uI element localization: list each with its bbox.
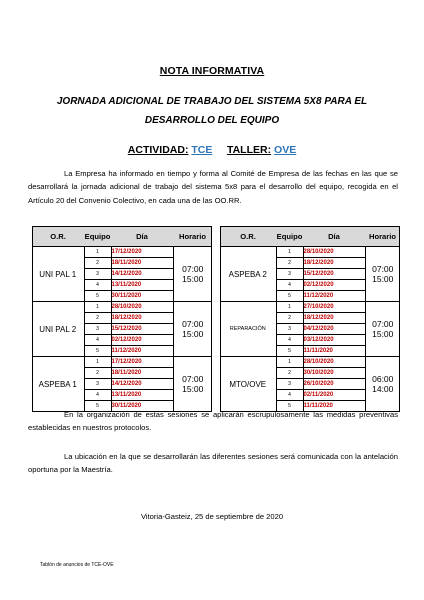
dia-cell: 04/12/2020 bbox=[303, 324, 365, 335]
equipo-cell: 5 bbox=[276, 291, 303, 302]
equipo-cell: 1 bbox=[84, 247, 111, 258]
horario-time: 15:00 bbox=[372, 274, 394, 284]
dia-cell: 11/11/2020 bbox=[303, 346, 365, 357]
header-equipo: Equipo bbox=[84, 227, 111, 247]
dia-cell: 11/11/2020 bbox=[303, 401, 365, 412]
dia-cell: 14/12/2020 bbox=[111, 269, 173, 280]
dia-cell: 13/11/2020 bbox=[111, 390, 173, 401]
page-title: NOTA INFORMATIVA bbox=[159, 65, 265, 77]
dia-cell: 11/12/2020 bbox=[111, 346, 173, 357]
equipo-cell: 3 bbox=[276, 379, 303, 390]
header-or: O.R. bbox=[220, 227, 276, 247]
footer-note: Tablón de anuncios de TCE-OVE bbox=[40, 562, 114, 568]
dia-cell: 26/10/2020 bbox=[303, 379, 365, 390]
table-outline bbox=[32, 226, 212, 412]
horario-time: 15:00 bbox=[182, 329, 204, 339]
header-dia: Día bbox=[303, 227, 365, 247]
dia-cell: 28/10/2020 bbox=[111, 302, 173, 313]
equipo-cell: 3 bbox=[276, 324, 303, 335]
activity-line bbox=[0, 144, 424, 156]
subtitle-line-1: JORNADA ADICIONAL DE TRABAJO DEL SISTEMA 5X8 PARA EL bbox=[56, 96, 368, 107]
actividad-label: ACTIVIDAD: bbox=[127, 144, 189, 156]
dia-cell: 15/12/2020 bbox=[111, 324, 173, 335]
equipo-cell: 1 bbox=[276, 357, 303, 368]
horario-time: 15:00 bbox=[182, 274, 204, 284]
date-line: Vitoria-Gasteiz, 25 de septiembre de 2020 bbox=[140, 512, 284, 521]
dia-cell: 13/11/2020 bbox=[111, 280, 173, 291]
equipo-cell: 1 bbox=[276, 247, 303, 258]
dia-cell: 02/12/2020 bbox=[303, 280, 365, 291]
dia-cell: 02/11/2020 bbox=[303, 390, 365, 401]
intro-paragraph: La Empresa ha informado en tiempo y forma al Comité de Empresa de las fechas en las que se desarrollará la jornada adicional de trabajo del sistema 5x8 para el desarrollo del equipo, recogida en el Artículo 20 del Convenio Colectivo, en cada una de las OO.RR. bbox=[28, 169, 398, 205]
horario-time: 14:00 bbox=[372, 384, 394, 394]
equipo-cell: 2 bbox=[276, 313, 303, 324]
dia-cell: 28/10/2020 bbox=[303, 357, 365, 368]
location-paragraph: La ubicación en la que se desarrollarán las diferentes sesiones será comunicada con la antelación oportuna por la Maestría. bbox=[28, 452, 398, 475]
dia-cell: 17/12/2020 bbox=[111, 357, 173, 368]
horario-time: 15:00 bbox=[182, 384, 204, 394]
equipo-cell: 1 bbox=[276, 302, 303, 313]
equipo-cell: 3 bbox=[276, 269, 303, 280]
dia-cell: 18/11/2020 bbox=[111, 258, 173, 269]
equipo-cell: 4 bbox=[276, 335, 303, 346]
dia-cell: 11/12/2020 bbox=[303, 291, 365, 302]
or-cell: REPARACIÓN bbox=[220, 302, 276, 357]
taller-label: TALLER: bbox=[226, 144, 272, 156]
equipo-cell: 4 bbox=[84, 335, 111, 346]
taller-value: OVE bbox=[274, 144, 297, 156]
header-horario: Horario bbox=[365, 227, 400, 247]
equipo-cell: 2 bbox=[84, 258, 111, 269]
equipo-cell: 4 bbox=[276, 390, 303, 401]
or-cell: UNI PAL 2 bbox=[32, 302, 84, 357]
dia-cell: 18/12/2020 bbox=[303, 313, 365, 324]
equipo-cell: 2 bbox=[276, 368, 303, 379]
dia-cell: 27/10/2020 bbox=[303, 302, 365, 313]
dia-cell: 30/11/2020 bbox=[111, 401, 173, 412]
equipo-cell: 2 bbox=[276, 258, 303, 269]
table-outline bbox=[220, 226, 400, 412]
dia-cell: 15/12/2020 bbox=[303, 269, 365, 280]
dia-cell: 02/12/2020 bbox=[111, 335, 173, 346]
horario-time: 07:00 bbox=[372, 319, 394, 329]
horario-time: 06:00 bbox=[372, 374, 394, 384]
equipo-cell: 3 bbox=[84, 324, 111, 335]
dia-cell: 03/12/2020 bbox=[303, 335, 365, 346]
equipo-cell: 5 bbox=[276, 401, 303, 412]
equipo-cell: 5 bbox=[84, 401, 111, 412]
header-dia: Día bbox=[111, 227, 173, 247]
dia-cell: 14/12/2020 bbox=[111, 379, 173, 390]
actividad-value: TCE bbox=[191, 144, 213, 156]
horario-time: 07:00 bbox=[182, 319, 204, 329]
header-horario: Horario bbox=[173, 227, 212, 247]
dia-cell: 18/11/2020 bbox=[111, 368, 173, 379]
equipo-cell: 5 bbox=[276, 346, 303, 357]
equipo-cell: 4 bbox=[276, 280, 303, 291]
dia-cell: 17/12/2020 bbox=[111, 247, 173, 258]
dia-cell: 30/11/2020 bbox=[111, 291, 173, 302]
equipo-cell: 3 bbox=[84, 269, 111, 280]
subtitle-line-2: DESARROLLO DEL EQUIPO bbox=[144, 115, 280, 126]
equipo-cell: 5 bbox=[84, 291, 111, 302]
equipo-cell: 1 bbox=[84, 357, 111, 368]
equipo-cell: 4 bbox=[84, 390, 111, 401]
or-cell: MTO/OVE bbox=[220, 357, 276, 412]
horario-time: 15:00 bbox=[372, 329, 394, 339]
or-cell: UNI PAL 1 bbox=[32, 247, 84, 302]
dia-cell: 18/12/2020 bbox=[303, 258, 365, 269]
header-or: O.R. bbox=[32, 227, 84, 247]
or-cell: ASPEBA 1 bbox=[32, 357, 84, 412]
equipo-cell: 2 bbox=[84, 313, 111, 324]
equipo-cell: 2 bbox=[84, 368, 111, 379]
horario-time: 07:00 bbox=[372, 264, 394, 274]
equipo-cell: 5 bbox=[84, 346, 111, 357]
dia-cell: 30/10/2020 bbox=[303, 368, 365, 379]
horario-time: 07:00 bbox=[182, 374, 204, 384]
equipo-cell: 3 bbox=[84, 379, 111, 390]
header-equipo: Equipo bbox=[276, 227, 303, 247]
protocol-paragraph: En la organización de estas sesiones se aplicarán escrupulosamente las medidas preventivas establecidas en nuestros protocolos. bbox=[28, 410, 398, 433]
equipo-cell: 4 bbox=[84, 280, 111, 291]
or-cell: ASPEBA 2 bbox=[220, 247, 276, 302]
dia-cell: 28/10/2020 bbox=[303, 247, 365, 258]
equipo-cell: 1 bbox=[84, 302, 111, 313]
horario-time: 07:00 bbox=[182, 264, 204, 274]
dia-cell: 18/12/2020 bbox=[111, 313, 173, 324]
